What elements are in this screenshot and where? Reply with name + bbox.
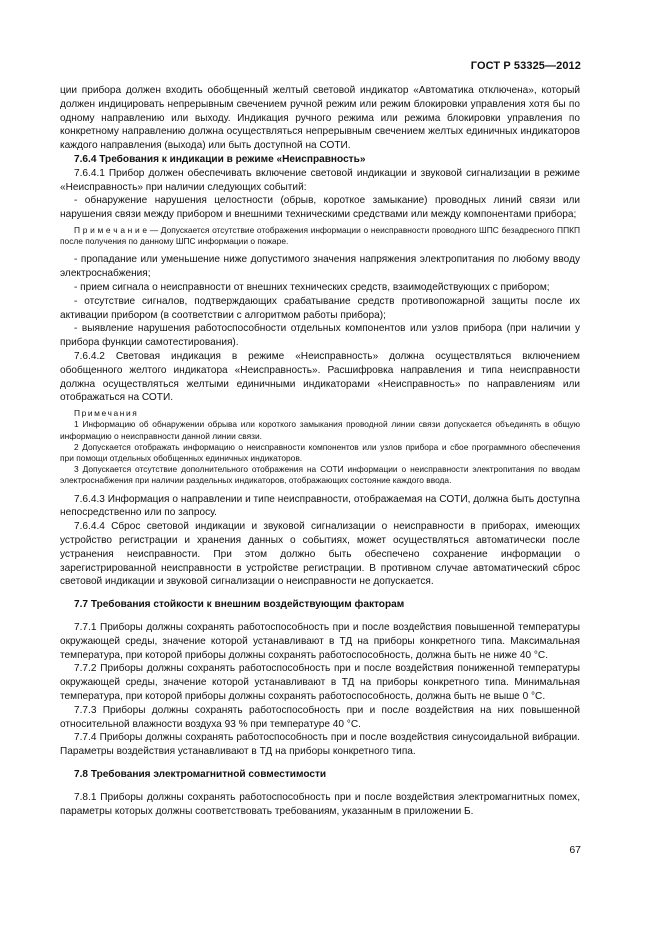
page-content — [60, 84, 580, 818]
section-heading-7-6-4: 7.6.4 Требования к индикации в режиме «Неисправность» — [74, 153, 366, 165]
list-item: - обнаружение нарушения целостности (обрыв, короткое замыкание) проводных линий связи или нарушения связи между прибором и внешними техническими средствами или между компонентами прибора; — [60, 195, 580, 221]
note-item: 2 Допускается отображать информацию о неисправности компонентов или узлов прибора и сбое программного обеспечения при помощи отдельных обобщенных единичных индикаторов. — [60, 441, 580, 463]
paragraph-7-6-4-1: 7.6.4.1 Прибор должен обеспечивать включение световой индикации и звуковой сигнализации в режиме «Неисправность» при наличии следующих событий: — [60, 167, 580, 193]
section-heading-7-7: 7.7 Требования стойкости к внешним воздействующим факторам — [74, 599, 405, 611]
paragraph-7-6-4-2: 7.6.4.2 Световая индикация в режиме «Неисправность» должна осуществляться включением обобщенного желтого индикатора «Неисправность». Расшифровка направления и типа неисправности должна осуществляться желтыми единичными индикаторами «Неисправность» по направлениям или отображаться на СОТИ. — [60, 350, 580, 404]
list-item: - прием сигнала о неисправности от внешних технических средств, взаимодействующих с прибором; — [74, 281, 550, 293]
paragraph-7-6-4-3: 7.6.4.3 Информация о направлении и типе неисправности, отображаемая на СОТИ, должна быть доступна непосредственно или по запросу. — [60, 493, 580, 519]
paragraph-7-7-2: 7.7.2 Приборы должны сохранять работоспособность при и после воздействия пониженной температуры окружающей среды, значение которой устанавливают в ТД на приборы конкретного типа. Минимальная температура, при которой приборы должны сохранять работоспособность, должна быть не выше 0 °С. — [60, 663, 580, 702]
note-item: 3 Допускается отсутствие дополнительного отображения на СОТИ информации о неисправности электропитания по вводам электроснабжения при наличии раздельных индикаторов, отображающих состояние каждого ввода. — [60, 464, 580, 486]
paragraph-7-7-1: 7.7.1 Приборы должны сохранять работоспособность при и после воздействия повышенной температуры окружающей среды, значение которой устанавливают в ТД на приборы конкретного типа. Максимальная температура, при которой приборы должны сохранять работоспособность, должна быть не ниже 40 °С. — [60, 621, 580, 661]
paragraph-7-7-4: 7.7.4 Приборы должны сохранять работоспособность при и после воздействия синусоидальной вибрации. Параметры воздействия устанавливают в ТД на приборы конкретного типа. — [60, 732, 580, 758]
list-item: - пропадание или уменьшение ниже допустимого значения напряжения электропитания по любому вводу электроснабжения; — [60, 254, 580, 280]
note-item: 1 Информацию об обнаружении обрыва или короткого замыкания проводной линии связи допускается объединять в общую информацию о неисправности данной линии связи. — [60, 419, 580, 441]
doc-code-header: ГОСТ Р 53325—2012 — [470, 60, 581, 72]
paragraph-7-7-3: 7.7.3 Приборы должны сохранять работоспособность при и после воздействия на них повышенной относительной влажности воздуха 93 % при температуре 40 °С. — [60, 704, 580, 730]
page-number: 67 — [569, 844, 581, 856]
notes-title: Примечания — [74, 408, 139, 419]
list-item: - выявление нарушения работоспособности отдельных компонентов или узлов прибора (при наличии у прибора функции самотестирования). — [60, 323, 580, 349]
list-item: - отсутствие сигналов, подтверждающих срабатывание средств противопожарной защиты после их активации прибором (в соответствии с алгоритмом работы прибора); — [60, 295, 580, 321]
section-heading-7-8: 7.8 Требования электромагнитной совместимости — [74, 768, 327, 780]
note: П р и м е ч а н и е — Допускается отсутствие отображения информации о неисправности проводного ШПС безадресного ППКП после получения по данному ШПС информации о пожаре. — [60, 224, 580, 247]
paragraph-7-8-1: 7.8.1 Приборы должны сохранять работоспособность при и после воздействия электромагнитных помех, параметры которых должны соответствовать требованиям, указанным в приложении Б. — [60, 791, 580, 817]
paragraph-7-6-4-4: 7.6.4.4 Сброс световой индикации и звуковой сигнализации о неисправности в приборах, имеющих устройство регистрации и хранения данных о событиях, может осуществляться автоматически после устранения неисправности. При этом должно быть обеспечено сохранение информации о зарегистрированной неисправности в устройстве регистрации. В противном случае автоматический сброс световой индикации и звуковой сигнализации о неисправности не допускается. — [60, 521, 580, 588]
paragraph-continuation: ции прибора должен входить обобщенный желтый световой индикатор «Автоматика отключена», который должен индицировать непрерывным свечением ручной режим или режим блокировки управления хотя бы по одному направлению или выходу. Индикация ручного режима или режима блокировки управления по конкретному направлению должна осуществляться непрерывным свечением желтых единичных индикаторов каждого направления (выхода) или быть доступной на СОТИ. — [60, 85, 580, 152]
